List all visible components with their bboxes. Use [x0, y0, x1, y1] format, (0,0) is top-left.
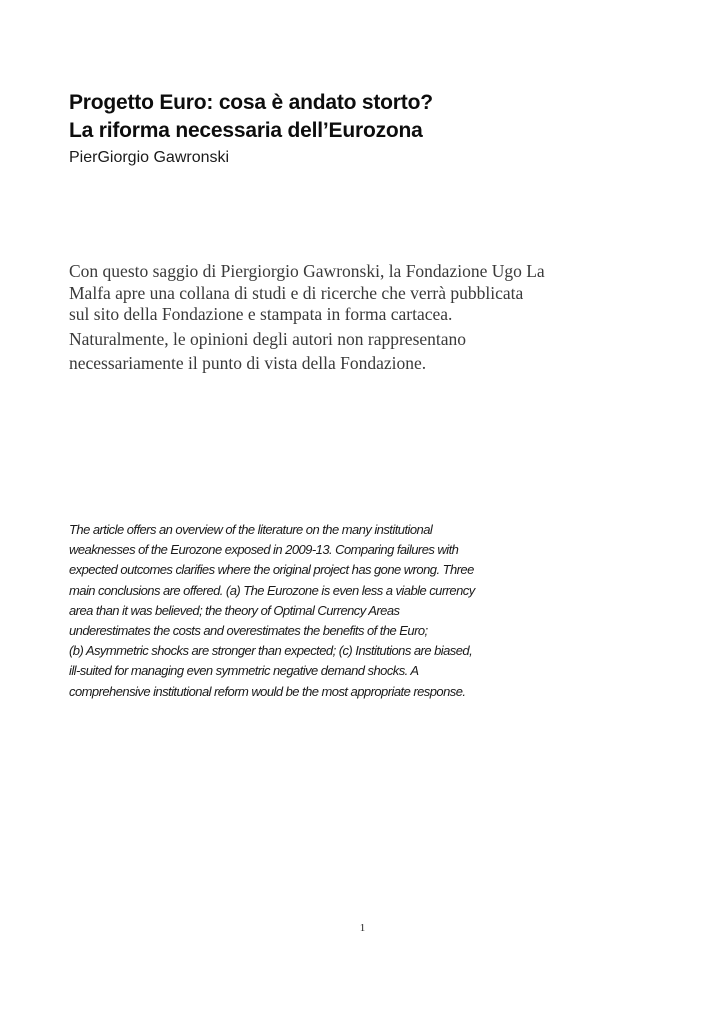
abstract-line: The article offers an overview of the literature on the many institutional — [69, 522, 433, 537]
abstract-line: main conclusions are offered. (a) The Eurozone is even less a viable currency — [69, 582, 475, 598]
abstract-line: comprehensive institutional reform would be the most appropriate response. — [69, 683, 466, 699]
abstract-line: area than it was believed; the theory of Optimal Currency Areas — [69, 602, 400, 618]
page-number: 1 — [359, 922, 366, 934]
intro-paragraph — [69, 261, 669, 375]
intro-line: necessariamente il punto di vista della Fondazione. — [69, 353, 427, 373]
intro-line: Con questo saggio di Piergiorgio Gawronski, la Fondazione Ugo La — [69, 261, 545, 281]
abstract-paragraph — [69, 520, 529, 702]
abstract-line: ill-suited for managing even symmetric negative demand shocks. A — [69, 663, 419, 679]
title-block — [69, 89, 669, 170]
intro-line: Malfa apre una collana di studi e di ricerche che verrà pubblicata — [69, 282, 524, 303]
intro-line: sul sito della Fondazione e stampata in forma cartacea. — [69, 304, 453, 324]
document-title-line-2: La riforma necessaria dell’Eurozona — [69, 119, 423, 142]
abstract-line: underestimates the costs and overestimates the benefits of the Euro; — [69, 623, 428, 639]
abstract-line: expected outcomes clarifies where the original project has gone wrong. Three — [69, 562, 474, 578]
author-name: PierGiorgio Gawronski — [69, 149, 230, 166]
abstract-line: (b) Asymmetric shocks are stronger than expected; (c) Institutions are biased, — [69, 643, 473, 659]
abstract-line: weaknesses of the Eurozone exposed in 2009-13. Comparing failures with — [69, 542, 459, 558]
intro-line: Naturalmente, le opinioni degli autori non rappresentano — [69, 328, 467, 349]
document-title-line-1: Progetto Euro: cosa è andato storto? — [69, 91, 433, 114]
